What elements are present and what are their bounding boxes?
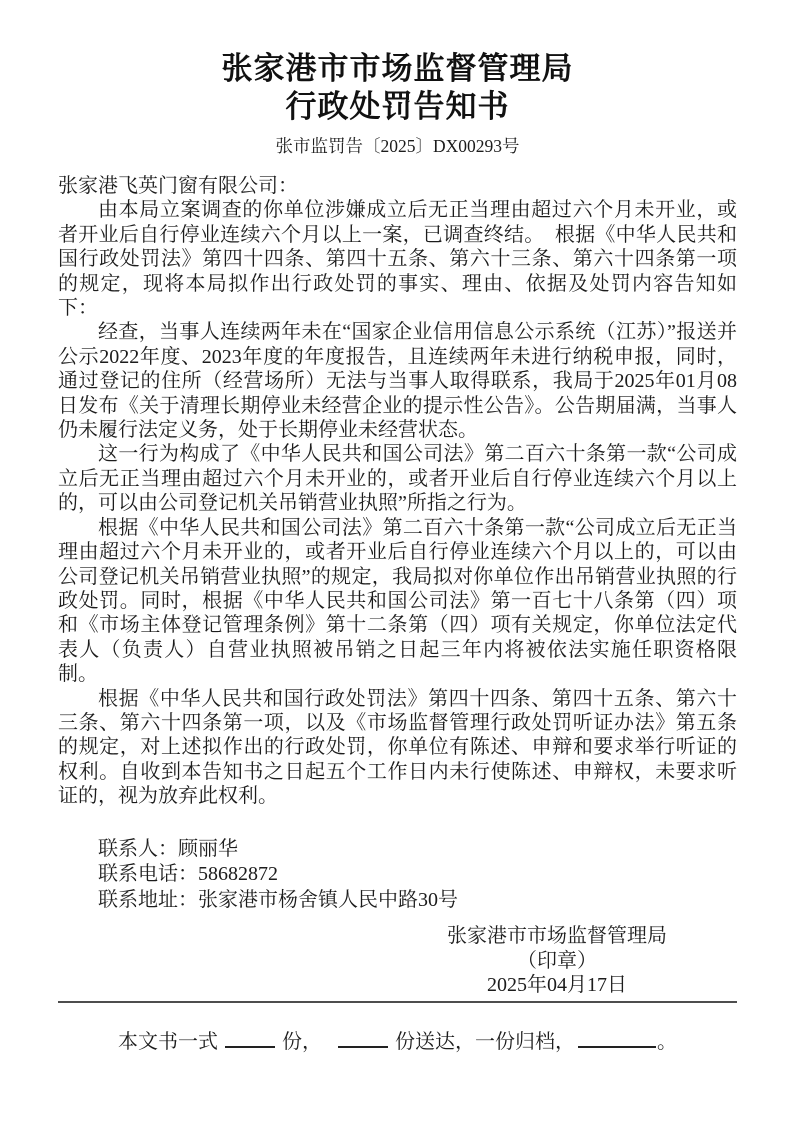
body-paragraph-rights-notice: 根据《中华人民共和国行政处罚法》第四十四条、第四十五条、第六十三条、第六十四条第一项，以及《市场监督管理行政处罚听证办法》第五条的规定，对上述拟作出的行政处罚，你单位有陈述、申辩和要求举行听证的权利。自收到本告知书之日起五个工作日内未行使陈述、申辩权，未要求听证的，视为放弃此权利。 bbox=[58, 687, 737, 808]
distribution-note-text-1: 本文书一式 bbox=[118, 1030, 218, 1053]
blank-copies-served bbox=[338, 1044, 388, 1048]
contact-block bbox=[58, 837, 737, 914]
signature-agency: 张家港市市场监督管理局 bbox=[447, 925, 667, 948]
divider-rule bbox=[58, 1001, 737, 1003]
document-body bbox=[58, 174, 737, 809]
body-paragraph-case-summary: 由本局立案调查的你单位涉嫌成立后无正当理由超过六个月未开业，或者开业后自行停业连续六个月以上一案，已调查终结。 根据《中华人民共和国行政处罚法》第四十四条、第四十五条、第六十三条、第六十四条第一项的规定，现将本局拟作出行政处罚的事实、理由、依据及处罚内容告知如下： bbox=[58, 199, 737, 320]
document-number: 张市监罚告〔2025〕DX00293号 bbox=[275, 136, 520, 156]
signature-date: 2025年04月17日 bbox=[487, 974, 627, 997]
contact-address: 联系地址：张家港市杨舍镇人民中路30号 bbox=[98, 888, 458, 911]
signature-seal: （印章） bbox=[517, 949, 597, 972]
body-paragraph-violation: 这一行为构成了《中华人民共和国公司法》第二百六十条第一款“公司成立后无正当理由超过六个月未开业的，或者开业后自行停业连续六个月以上的，可以由公司登记机关吊销营业执照”所指之行为。 bbox=[58, 443, 737, 515]
contact-person: 联系人：顾丽华 bbox=[98, 837, 238, 860]
signature-block bbox=[447, 924, 667, 998]
document-title-agency: 张家港市市场监督管理局 bbox=[221, 51, 574, 86]
body-paragraph-penalty-basis: 根据《中华人民共和国公司法》第二百六十条第一款“公司成立后无正当理由超过六个月未开业的，或者开业后自行停业连续六个月以上的，可以由公司登记机关吊销营业执照”的规定，我局拟对你单位作出吊销营业执照的行政处罚。同时，根据《中华人民共和国公司法》第一百七十八条第（四）项和《市场主体登记管理条例》第十二条第（四）项有关规定，你单位法定代表人（负责人）自营业执照被吊销之日起三年内将被依法实施任职资格限制。 bbox=[58, 516, 737, 686]
distribution-note-text-4: 。 bbox=[657, 1030, 677, 1053]
document-title-type: 行政处罚告知书 bbox=[285, 89, 510, 124]
distribution-note bbox=[58, 1030, 737, 1054]
distribution-note-text-2: 份， bbox=[282, 1030, 322, 1053]
recipient-line: 张家港飞英门窗有限公司： bbox=[58, 175, 298, 197]
blank-filing bbox=[578, 1044, 656, 1048]
body-paragraph-findings: 经查，当事人连续两年未在“国家企业信用信息公示系统（江苏）”报送并公示2022年度、2023年度的年度报告，且连续两年未进行纳税申报，同时，通过登记的住所（经营场所）无法与当事人取得联系，我局于2025年01月08日发布《关于清理长期停业未经营企业的提示性公告》。公告期届满，当事人仍未履行法定义务，处于长期停业未经营状态。 bbox=[58, 321, 737, 442]
blank-copies-count bbox=[225, 1044, 275, 1048]
distribution-note-text-3: 份送达，一份归档， bbox=[395, 1030, 575, 1053]
contact-phone: 联系电话：58682872 bbox=[98, 863, 278, 886]
